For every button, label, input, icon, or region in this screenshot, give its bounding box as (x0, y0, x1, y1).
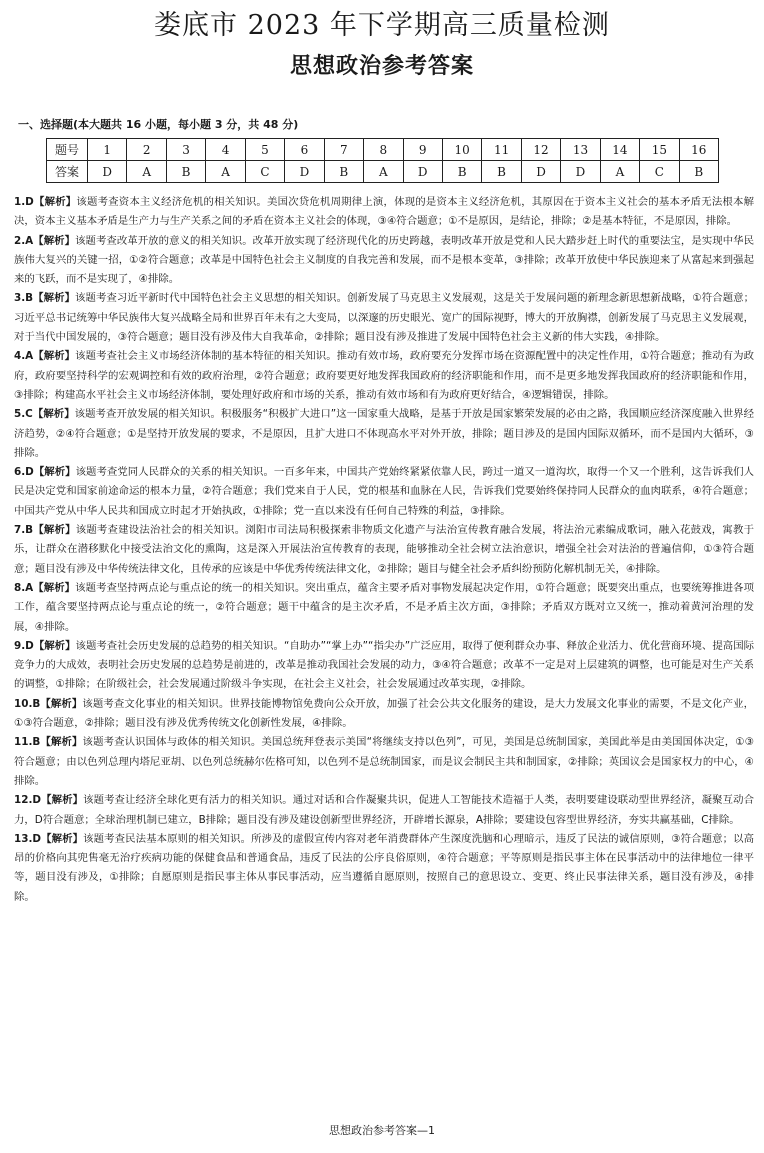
item-explanation-text: 该题考查改革开放的意义的相关知识。改革开放实现了经济现代化的历史跨越，表明改革开放是党和人民大踏步赶上时代的重要法宝，是实现中华民族伟大复兴的关键一招，①②符合题意；改革是中国特色社会主义制度的自我完善和发展，而不是根本变革，③排除；改革开放使中华民族迎来了从富起来到强起来的飞跃，而不是实现了，④排除。 (14, 234, 754, 286)
answer-cell: A (127, 161, 166, 183)
item-explanation-text: 该题考查坚持两点论与重点论的统一的相关知识。突出重点，蕴含主要矛盾对事物发展起决定作用，①符合题意；既要突出重点，也要统筹推进各项工作，蕴含要坚持两点论与重点论的统一，②符合题意；题干中蕴含的是主次矛盾，不是矛盾主次方面，③排除；矛盾双方既对立又统一，推动着黄河治理的发展，④排除。 (14, 581, 754, 633)
question-number-cell: 11 (482, 139, 521, 161)
explanation-item (14, 733, 754, 791)
item-answer-lead: 6.D (14, 466, 34, 479)
item-answer-lead: 11.B (14, 736, 41, 749)
explanation-item (14, 193, 754, 232)
page-subtitle: 思想政治参考答案 (289, 54, 474, 79)
question-number-cell: 1 (88, 139, 127, 161)
explanation-item (14, 289, 754, 347)
answer-row (47, 161, 719, 183)
item-explanation-text: 该题考查党同人民群众的关系的相关知识。一百多年来，中国共产党始终紧紧依靠人民，跨过一道又一道沟坎，取得一个又一个胜利，这告诉我们人民是决定党和国家前途命运的根本力量，②符合题意；我们党来自于人民，党的根基和血脉在人民，告诉我们党要始终保持同人民群众的血肉联系，④符合题意；中国共产党从中华人民共和国成立时起才开始执政，①排除；党一直以来没有任何自己特殊的利益，③排除。 (14, 466, 754, 517)
item-analysis-tag: 【解析】 (40, 697, 83, 710)
answer-cell: D (521, 161, 560, 183)
explanation-item (14, 637, 754, 695)
question-number-cell: 3 (166, 139, 205, 161)
question-number-cell: 2 (127, 139, 166, 161)
answer-cell: C (640, 161, 679, 183)
item-explanation-text: 该题考查社会历史发展的总趋势的相关知识。“自助办”“掌上办”“指尖办”广泛应用，取得了便利群众办事、释放企业活力、优化营商环境、提高国际竞争力的大成效，表明社会历史发展的总趋势是前进的，改革是推动我国社会发展的动力，③④符合题意；改革不一定是对上层建筑的调整，也可能是对生产关系的调整，①排除；在阶级社会，社会发展通过阶级斗争实现，在社会主义社会，社会发展通过改革实现，②排除。 (14, 639, 755, 691)
explanation-item (14, 791, 754, 830)
explanation-item (14, 405, 754, 463)
item-analysis-tag: 【解析】 (41, 832, 84, 845)
page-title: 娄底市 2023 年下学期高三质量检测 (154, 10, 610, 41)
explanation-item (14, 232, 754, 290)
answer-cell: D (403, 161, 442, 183)
explanation-item (14, 521, 754, 579)
question-number-cell: 9 (403, 139, 442, 161)
item-explanation-text: 该题考查让经济全球化更有活力的相关知识。通过对话和合作凝聚共识，促进人工智能技术造福于人类，表明要建设联动型世界经济，凝聚互动合力，D符合题意；全球治理机制已建立，B排除；题目没有涉及建设创新型世界经济，开辟增长源泉，A排除；要建设包容型世界经济，夯实共赢基础，C排除。 (14, 794, 755, 826)
item-analysis-tag: 【解析】 (41, 794, 84, 807)
question-number-cell: 15 (640, 139, 679, 161)
item-analysis-tag: 【解析】 (33, 196, 77, 208)
question-number-cell: 14 (600, 139, 639, 161)
item-answer-lead: 1.D (14, 196, 34, 208)
question-number-cell: 4 (206, 139, 245, 161)
explanation-item (14, 463, 754, 521)
question-number-cell: 7 (324, 139, 363, 161)
item-analysis-tag: 【解析】 (33, 466, 76, 479)
item-analysis-tag: 【解析】 (33, 639, 76, 652)
answer-cell: B (679, 161, 718, 183)
row-label-answer: 答案 (47, 161, 88, 183)
question-number-cell: 10 (442, 139, 481, 161)
section-heading: 一、选择题(本大题共 16 小题，每小题 3 分，共 48 分) (18, 118, 299, 131)
item-explanation-text: 该题考查文化事业的相关知识。世界技能博物馆免费向公众开放，加强了社会公共文化服务的建设，是大力发展文化事业的需要，不是文化产业，①③符合题意，②排除；题目没有涉及优秀传统文化创新性发展，④排除。 (14, 697, 755, 730)
item-analysis-tag: 【解析】 (33, 292, 76, 305)
explanation-item (14, 695, 754, 734)
question-number-cell: 8 (364, 139, 403, 161)
answer-cell: D (285, 161, 324, 183)
item-analysis-tag: 【解析】 (40, 736, 83, 749)
explanation-item (14, 347, 754, 405)
item-answer-lead: 9.D (14, 639, 34, 652)
item-explanation-text: 该题考查建设法治社会的相关知识。浏阳市司法局积极探索非物质文化遗产与法治宣传教育融合发展，将法治元素编成歌词，融入花鼓戏，寓教于乐，让群众在潜移默化中接受法治文化的熏陶，这是深入开展法治宣传教育的表现，能够推动全社会树立法治意识，增强全社会对法治的普遍信仰，①③符合题意；题目没有涉及中华传统法律文化，且传承的应该是中华优秀传统法律文化，②排除；题目与健全社会矛盾纠纷预防化解机制无关，④排除。 (14, 524, 755, 575)
item-answer-lead: 12.D (14, 794, 42, 807)
question-number-cell: 16 (679, 139, 718, 161)
question-number-cell: 12 (521, 139, 560, 161)
item-explanation-text: 该题考查开放发展的相关知识。积极服务“积极扩大进口”这一国家重大战略，是基于开放是国家繁荣发展的必由之路，我国顺应经济深度融入世界经济趋势，②④符合题意；①是坚持开放发展的要求，不是原因，且扩大进口不体现高水平对外开放，排除；题目涉及的是国内国际双循环，而不是国内大循环，③排除。 (14, 408, 754, 459)
answer-cell: A (206, 161, 245, 183)
item-answer-lead: 7.B (14, 524, 34, 537)
item-analysis-tag: 【解析】 (33, 581, 76, 594)
item-explanation-text: 该题考查社会主义市场经济体制的基本特征的相关知识。推动有效市场，政府要充分发挥市场在资源配置中的决定性作用，①符合题意；推动有为政府，政府要坚持科学的宏观调控和有效的政府治理，②符合题意；政府要更好地发挥我国政府的经济职能和作用，而不是更多地发挥我国政府的经济职能和作用，③排除；构建高水平社会主义市场经济体制，要处理好政府和市场的关系，推动有效市场和有为政府更好结合，④逻辑错误，排除。 (14, 350, 754, 401)
item-answer-lead: 3.B (14, 292, 34, 305)
answer-cell: B (324, 161, 363, 183)
answer-cell: D (88, 161, 127, 183)
item-answer-lead: 2.A (14, 234, 34, 247)
item-answer-lead: 4.A (14, 350, 34, 363)
item-answer-lead: 10.B (14, 697, 41, 710)
item-explanation-text: 该题考查民法基本原则的相关知识。所涉及的虚假宣传内容对老年消费群体产生深度洗脑和心理暗示，违反了民法的诚信原则，③符合题意；以高昂的价格向其兜售毫无治疗疾病功能的保健食品和普通食品，违反了民法的公序良俗原则，④符合题意；平等原则是指民事主体在民事活动中的法律地位一律平等，题目没有涉及，①排除；自愿原则是指民事主体从事民事活动，应当遵循自愿原则，按照自己的意思设立、变更、终止民事法律关系，题目没有涉及，④排除。 (14, 832, 755, 903)
row-label-number: 题号 (47, 139, 88, 161)
item-explanation-text: 该题考查习近平新时代中国特色社会主义思想的相关知识。创新发展了马克思主义发展观，这是关于发展问题的新理念新思想新战略，①符合题意；习近平总书记统筹中华民族伟大复兴战略全局和世界百年未有之大变局，以深邃的历史眼光、宽广的国际视野，博大的开放胸襟，创新发展了马克思主义发展观，对于当代中国发展的，③符合题意；题目没有涉及伟大自我革命，②排除；题目没有涉及推进了发展中国特色社会主义新的伟大实践，④排除。 (14, 292, 755, 344)
item-analysis-tag: 【解析】 (33, 234, 76, 247)
item-analysis-tag: 【解析】 (32, 408, 75, 421)
answer-cell: A (364, 161, 403, 183)
item-analysis-tag: 【解析】 (33, 524, 76, 537)
item-explanation-text: 该题考查认识国体与政体的相关知识。美国总统拜登表示美国“将继续支持以色列”，可见，美国是总统制国家，美国此举是由美国国体决定，①③符合题意；由以色列总理内塔尼亚胡、以色列总统赫尔佐格可知，以色列不是总统制国家，而是议会制民主共和制国家，②排除；英国议会是国家权力的中心，④排除。 (14, 736, 755, 787)
answer-cell: B (442, 161, 481, 183)
explanation-item (14, 579, 754, 637)
question-number-row (47, 139, 719, 161)
answer-cell: B (166, 161, 205, 183)
item-answer-lead: 8.A (14, 581, 34, 594)
item-analysis-tag: 【解析】 (33, 350, 76, 363)
answer-cell: A (600, 161, 639, 183)
answer-cell: C (245, 161, 284, 183)
page-footer: 思想政治参考答案—1 (329, 1124, 435, 1137)
answer-cell: D (561, 161, 600, 183)
answer-table (46, 138, 719, 183)
question-number-cell: 5 (245, 139, 284, 161)
question-number-cell: 6 (285, 139, 324, 161)
explanation-item (14, 830, 754, 907)
question-number-cell: 13 (561, 139, 600, 161)
item-answer-lead: 5.C (14, 408, 33, 421)
explanation-list (14, 193, 754, 907)
item-answer-lead: 13.D (14, 832, 42, 845)
item-explanation-text: 该题考查资本主义经济危机的相关知识。美国次贷危机周期律上演，体现的是资本主义经济危机，其原因在于资本主义社会的基本矛盾无法根本解决，资本主义基本矛盾是生产力与生产关系之间的矛盾在资本主义社会的体现，③④符合题意；①不是原因，是结论，排除；②是基本特征，不是原因，排除。 (14, 196, 755, 228)
answer-cell: B (482, 161, 521, 183)
